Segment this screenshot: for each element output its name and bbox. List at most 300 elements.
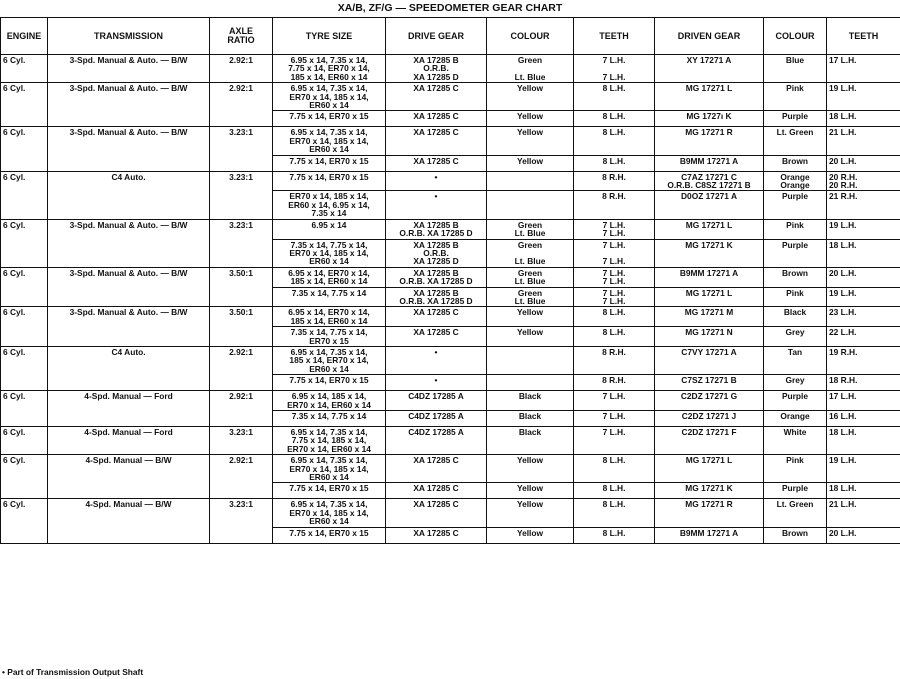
driven-colour-cell-line: Orange bbox=[780, 411, 810, 421]
tyre-size-cell-line: 7.75 x 14, ER70 x 15 bbox=[289, 155, 369, 166]
tyre-size-cell-line: 7.75 x 14, ER70 x 15 bbox=[289, 375, 369, 386]
header-drive-gear: DRIVE GEAR bbox=[386, 18, 487, 55]
transmission-cell: 3-Spd. Manual & Auto. — B/W bbox=[48, 219, 210, 267]
driven-colour-cell bbox=[764, 499, 827, 527]
drive-colour-cell-line: Yellow bbox=[516, 127, 544, 138]
tyre-size-cell-line: ER70 x 14, ER60 x 14 bbox=[287, 399, 371, 410]
tyre-size-cell-line: ER70 x 14, 185 x 14, bbox=[289, 507, 369, 518]
drive-gear-cell-line: O.R.B. bbox=[423, 63, 449, 74]
driven-teeth-cell-line: 20 R.H. bbox=[829, 171, 858, 182]
drive-teeth-cell-line: 7 L.H. bbox=[602, 411, 626, 421]
drive-gear-cell bbox=[386, 55, 487, 83]
drive-teeth-cell bbox=[574, 375, 655, 391]
drive-gear-cell bbox=[386, 411, 487, 427]
drive-gear-cell-line: XA 17285 D bbox=[413, 256, 459, 267]
tyre-size-cell-line: 6.95 x 14, 7.35 x 14, bbox=[290, 499, 368, 510]
drive-teeth-cell bbox=[574, 219, 655, 239]
driven-gear-cell-line: MG 17271 N bbox=[685, 327, 733, 338]
driven-gear-cell-line: MG 17271 K bbox=[685, 483, 733, 494]
tyre-size-cell-line: ER60 x 14 bbox=[309, 472, 349, 483]
driven-colour-cell bbox=[764, 307, 827, 327]
driven-colour-cell bbox=[764, 219, 827, 239]
driven-teeth-cell bbox=[827, 346, 900, 374]
driven-colour-cell-line: Black bbox=[783, 307, 807, 318]
tyre-size-cell bbox=[273, 499, 386, 527]
tyre-size-cell bbox=[273, 483, 386, 499]
transmission-cell: 4-Spd. Manual — Ford bbox=[48, 427, 210, 455]
tyre-size-cell-line: ER60 x 14 bbox=[309, 363, 349, 374]
driven-gear-cell bbox=[655, 155, 764, 171]
drive-gear-cell-line: XA 17285 B bbox=[413, 219, 459, 230]
tyre-size-cell-line: 7.75 x 14, ER70 x 14, bbox=[288, 63, 370, 74]
drive-teeth-cell-line: 8 L.H. bbox=[602, 127, 626, 138]
drive-teeth-cell bbox=[574, 55, 655, 83]
drive-teeth-cell bbox=[574, 83, 655, 111]
driven-colour-cell bbox=[764, 455, 827, 483]
tyre-size-cell-line: 185 x 14, ER70 x 14, bbox=[289, 355, 369, 366]
drive-gear-cell-line: XA 17285 C bbox=[413, 327, 459, 338]
driven-colour-cell bbox=[764, 191, 827, 219]
transmission-cell: 3-Spd. Manual & Auto. — B/W bbox=[48, 55, 210, 83]
drive-colour-cell-line: Green bbox=[517, 287, 543, 298]
drive-teeth-cell-line: 8 R.H. bbox=[602, 191, 626, 202]
driven-teeth-cell bbox=[827, 527, 900, 543]
drive-teeth-cell bbox=[574, 499, 655, 527]
drive-teeth-cell-line: 8 R.H. bbox=[602, 375, 626, 386]
drive-colour-cell-line: Yellow bbox=[516, 327, 544, 338]
drive-colour-cell-line: Yellow bbox=[516, 499, 544, 510]
table-row bbox=[1, 427, 900, 455]
axle-ratio-cell: 2.92:1 bbox=[210, 83, 273, 127]
tyre-size-cell bbox=[273, 219, 386, 239]
tyre-size-cell bbox=[273, 427, 386, 455]
engine-cell: 6 Cyl. bbox=[1, 267, 48, 307]
drive-colour-cell bbox=[487, 527, 574, 543]
driven-colour-cell-line: Purple bbox=[781, 111, 809, 122]
driven-gear-cell bbox=[655, 191, 764, 219]
driven-teeth-cell bbox=[827, 155, 900, 171]
tyre-size-cell bbox=[273, 267, 386, 287]
drive-gear-cell bbox=[386, 307, 487, 327]
drive-gear-cell-line: XA 17285 B bbox=[413, 287, 459, 298]
tyre-size-cell-line: 7.75 x 14, 185 x 14, bbox=[291, 435, 367, 446]
axle-ratio-cell: 3.23:1 bbox=[210, 499, 273, 543]
driven-teeth-cell bbox=[827, 191, 900, 219]
driven-teeth-cell-line: 17 L.H. bbox=[829, 391, 857, 402]
drive-teeth-cell bbox=[574, 287, 655, 307]
drive-gear-cell bbox=[386, 346, 487, 374]
drive-colour-cell bbox=[487, 455, 574, 483]
tyre-size-cell-line: 7.35 x 14, 7.75 x 14 bbox=[291, 287, 367, 298]
drive-gear-cell bbox=[386, 527, 487, 543]
driven-teeth-cell-line: 18 L.H. bbox=[829, 427, 857, 437]
driven-teeth-cell-line: 18 L.H. bbox=[829, 111, 857, 122]
driven-teeth-cell bbox=[827, 411, 900, 427]
drive-teeth-cell-line: 7 L.H. bbox=[602, 219, 626, 230]
driven-teeth-cell-line: 18 L.H. bbox=[829, 483, 857, 494]
tyre-size-cell-line: 6.95 x 14, ER70 x 14, bbox=[288, 307, 370, 318]
gear-chart-body bbox=[1, 55, 900, 544]
transmission-cell: 4-Spd. Manual — B/W bbox=[48, 499, 210, 543]
driven-gear-cell bbox=[655, 287, 764, 307]
table-row bbox=[1, 307, 900, 327]
tyre-size-cell bbox=[273, 527, 386, 543]
driven-teeth-cell bbox=[827, 483, 900, 499]
drive-colour-cell-line bbox=[489, 192, 571, 200]
drive-colour-cell bbox=[487, 411, 574, 427]
driven-colour-cell bbox=[764, 346, 827, 374]
driven-gear-cell-line: B9MM 17271 A bbox=[679, 155, 739, 166]
drive-gear-cell-line: XA 17285 C bbox=[413, 527, 459, 538]
driven-colour-cell bbox=[764, 171, 827, 191]
drive-teeth-cell-line: 7 L.H. bbox=[602, 71, 626, 82]
driven-colour-cell-line: Pink bbox=[786, 219, 804, 230]
drive-colour-cell-line: Green bbox=[517, 239, 543, 250]
drive-colour-cell-line: Yellow bbox=[516, 527, 544, 538]
driven-teeth-cell bbox=[827, 55, 900, 83]
driven-gear-cell bbox=[655, 455, 764, 483]
driven-gear-cell bbox=[655, 239, 764, 267]
engine-cell: 6 Cyl. bbox=[1, 455, 48, 499]
drive-colour-cell-line: Yellow bbox=[516, 83, 544, 94]
header-colour-drive: COLOUR bbox=[487, 18, 574, 55]
driven-gear-cell-line: C7SZ 17271 B bbox=[681, 375, 737, 386]
driven-teeth-cell bbox=[827, 111, 900, 127]
driven-colour-cell-line: Orange bbox=[780, 180, 810, 191]
engine-cell: 6 Cyl. bbox=[1, 83, 48, 127]
driven-teeth-cell-line: 19 R.H. bbox=[829, 346, 858, 357]
drive-teeth-cell-line: 8 L.H. bbox=[602, 455, 626, 466]
engine-cell: 6 Cyl. bbox=[1, 307, 48, 347]
drive-teeth-cell-line: 8 L.H. bbox=[602, 83, 626, 94]
tyre-size-cell bbox=[273, 239, 386, 267]
tyre-size-cell-line: 7.75 x 14, ER70 x 15 bbox=[289, 527, 369, 538]
drive-gear-cell-line: XA 17285 C bbox=[413, 155, 459, 166]
drive-colour-cell bbox=[487, 191, 574, 219]
driven-gear-cell-line: B9MM 17271 A bbox=[679, 267, 739, 278]
driven-gear-cell bbox=[655, 346, 764, 374]
drive-teeth-cell bbox=[574, 391, 655, 411]
driven-colour-cell bbox=[764, 483, 827, 499]
table-row bbox=[1, 267, 900, 287]
driven-teeth-cell-line: 22 L.H. bbox=[829, 327, 857, 338]
drive-gear-cell-line: XA 17285 C bbox=[413, 127, 459, 138]
drive-gear-cell-line: XA 17285 C bbox=[413, 307, 459, 318]
driven-gear-cell bbox=[655, 219, 764, 239]
driven-teeth-cell-line: 23 L.H. bbox=[829, 307, 857, 318]
driven-gear-cell-line: C2DZ 17271 J bbox=[681, 411, 737, 421]
drive-gear-cell-line: XA 17285 B bbox=[413, 267, 459, 278]
drive-gear-cell bbox=[386, 391, 487, 411]
drive-colour-cell bbox=[487, 483, 574, 499]
axle-ratio-cell: 3.23:1 bbox=[210, 219, 273, 267]
tyre-size-cell bbox=[273, 83, 386, 111]
header-teeth-driven: TEETH bbox=[827, 18, 900, 55]
header-tyre-size: TYRE SIZE bbox=[273, 18, 386, 55]
driven-gear-cell bbox=[655, 483, 764, 499]
tyre-size-cell bbox=[273, 55, 386, 83]
drive-gear-cell-line: XA 17285 C bbox=[413, 499, 459, 510]
drive-colour-cell-line: Black bbox=[518, 411, 542, 421]
driven-colour-cell bbox=[764, 127, 827, 155]
driven-gear-cell-line: B9MM 17271 A bbox=[679, 527, 739, 538]
drive-gear-cell bbox=[386, 171, 487, 191]
driven-teeth-cell-line: 19 L.H. bbox=[829, 287, 857, 298]
driven-teeth-cell-line: 21 R.H. bbox=[829, 191, 858, 202]
drive-colour-cell-line: Yellow bbox=[516, 111, 544, 122]
driven-teeth-cell-line: 18 R.H. bbox=[829, 375, 858, 386]
tyre-size-cell-line: 7.75 x 14, ER70 x 15 bbox=[289, 111, 369, 122]
drive-colour-cell-line bbox=[489, 173, 571, 181]
transmission-cell: 3-Spd. Manual & Auto. — B/W bbox=[48, 127, 210, 171]
axle-ratio-cell: 2.92:1 bbox=[210, 455, 273, 499]
header-axle-ratio-line2: RATIO bbox=[227, 35, 255, 45]
drive-teeth-cell-line: 8 L.H. bbox=[602, 499, 626, 510]
driven-colour-cell-line: White bbox=[783, 427, 807, 437]
driven-gear-cell-line: MG 17271 L bbox=[685, 287, 733, 298]
drive-colour-cell bbox=[487, 127, 574, 155]
driven-gear-cell-line: MG 17271 K bbox=[685, 239, 733, 250]
drive-gear-cell-line: XA 17285 C bbox=[413, 455, 459, 466]
footnote: • Part of Transmission Output Shaft bbox=[2, 667, 144, 677]
drive-gear-cell-line: XA 17285 D bbox=[413, 71, 459, 82]
drive-teeth-cell-line: 8 L.H. bbox=[602, 155, 626, 166]
driven-teeth-cell-line: 21 L.H. bbox=[829, 127, 857, 138]
drive-colour-cell-line: Lt. Blue bbox=[514, 228, 546, 239]
tyre-size-cell-line: 7.35 x 14, 7.75 x 14 bbox=[291, 411, 367, 421]
tyre-size-cell-line: ER60 x 14, 6.95 x 14, bbox=[288, 199, 370, 210]
drive-teeth-cell bbox=[574, 155, 655, 171]
driven-teeth-cell-line: 18 L.H. bbox=[829, 239, 857, 250]
tyre-size-cell-line: ER60 x 14 bbox=[309, 516, 349, 527]
drive-colour-cell bbox=[487, 287, 574, 307]
tyre-size-cell bbox=[273, 287, 386, 307]
tyre-size-cell bbox=[273, 111, 386, 127]
tyre-size-cell bbox=[273, 155, 386, 171]
driven-teeth-cell bbox=[827, 127, 900, 155]
driven-teeth-cell-line: 20 L.H. bbox=[829, 155, 857, 166]
driven-gear-cell-line: MG 17271 L bbox=[685, 219, 733, 230]
drive-colour-cell-line: Lt. Blue bbox=[514, 295, 546, 306]
tyre-size-cell bbox=[273, 375, 386, 391]
driven-gear-cell bbox=[655, 83, 764, 111]
drive-gear-cell bbox=[386, 219, 487, 239]
driven-colour-cell-line: Brown bbox=[781, 155, 809, 166]
tyre-size-cell-line: 7.35 x 14, 7.75 x 14, bbox=[290, 239, 368, 250]
driven-gear-cell-line: MG 17271 L bbox=[685, 83, 733, 94]
driven-colour-cell bbox=[764, 267, 827, 287]
drive-colour-cell-line: Black bbox=[518, 391, 542, 402]
tyre-size-cell-line: ER70 x 14, 185 x 14, bbox=[289, 463, 369, 474]
header-transmission: TRANSMISSION bbox=[48, 18, 210, 55]
drive-colour-cell bbox=[487, 267, 574, 287]
driven-gear-cell-line: MG 17271 R bbox=[685, 127, 733, 138]
driven-teeth-cell-line: 20 R.H. bbox=[829, 180, 858, 191]
transmission-cell: C4 Auto. bbox=[48, 346, 210, 390]
tyre-size-cell-line: 7.35 x 14 bbox=[311, 208, 347, 219]
drive-colour-cell-line: Green bbox=[517, 55, 543, 65]
engine-cell: 6 Cyl. bbox=[1, 427, 48, 455]
tyre-size-cell-line: 7.75 x 14, ER70 x 15 bbox=[289, 171, 369, 182]
driven-teeth-cell bbox=[827, 307, 900, 327]
driven-teeth-cell-line: 19 L.H. bbox=[829, 83, 857, 94]
axle-ratio-cell: 2.92:1 bbox=[210, 346, 273, 390]
engine-cell: 6 Cyl. bbox=[1, 171, 48, 219]
tyre-size-cell bbox=[273, 411, 386, 427]
driven-colour-cell-line: Brown bbox=[781, 527, 809, 538]
tyre-size-cell-line: ER70 x 15 bbox=[309, 335, 349, 346]
driven-colour-cell bbox=[764, 83, 827, 111]
drive-gear-cell bbox=[386, 239, 487, 267]
driven-teeth-cell bbox=[827, 427, 900, 455]
drive-teeth-cell-line: 8 L.H. bbox=[602, 307, 626, 318]
driven-colour-cell-line: Purple bbox=[781, 191, 809, 202]
driven-gear-cell bbox=[655, 427, 764, 455]
drive-teeth-cell bbox=[574, 307, 655, 327]
driven-teeth-cell bbox=[827, 267, 900, 287]
table-row bbox=[1, 346, 900, 374]
tyre-size-cell bbox=[273, 455, 386, 483]
driven-gear-cell-line: MG 1727ı K bbox=[686, 111, 732, 122]
drive-gear-cell-line: • bbox=[434, 375, 438, 386]
drive-gear-cell-line: • bbox=[434, 346, 438, 357]
drive-teeth-cell bbox=[574, 239, 655, 267]
driven-gear-cell bbox=[655, 499, 764, 527]
drive-colour-cell bbox=[487, 307, 574, 327]
driven-gear-cell bbox=[655, 171, 764, 191]
table-row bbox=[1, 455, 900, 483]
drive-gear-cell-line: XA 17285 B bbox=[413, 239, 459, 250]
drive-colour-cell bbox=[487, 111, 574, 127]
tyre-size-cell bbox=[273, 127, 386, 155]
driven-gear-cell bbox=[655, 527, 764, 543]
engine-cell: 6 Cyl. bbox=[1, 391, 48, 427]
driven-teeth-cell-line: 19 L.H. bbox=[829, 455, 857, 466]
driven-gear-cell bbox=[655, 391, 764, 411]
driven-teeth-cell bbox=[827, 499, 900, 527]
drive-gear-cell bbox=[386, 155, 487, 171]
drive-colour-cell-line bbox=[489, 376, 571, 384]
tyre-size-cell bbox=[273, 191, 386, 219]
tyre-size-cell-line: ER60 x 14 bbox=[309, 256, 349, 267]
driven-gear-cell-line: C7VY 17271 A bbox=[681, 346, 737, 357]
drive-gear-cell bbox=[386, 455, 487, 483]
tyre-size-cell-line: ER70 x 14, 185 x 14, bbox=[289, 247, 369, 258]
driven-colour-cell bbox=[764, 527, 827, 543]
driven-gear-cell bbox=[655, 411, 764, 427]
driven-gear-cell bbox=[655, 267, 764, 287]
driven-colour-cell-line: Pink bbox=[786, 287, 804, 298]
driven-gear-cell bbox=[655, 111, 764, 127]
transmission-cell: 3-Spd. Manual & Auto. — B/W bbox=[48, 307, 210, 347]
drive-colour-cell bbox=[487, 375, 574, 391]
drive-teeth-cell-line: 8 R.H. bbox=[602, 171, 626, 182]
drive-teeth-cell bbox=[574, 191, 655, 219]
drive-gear-cell-line: C4DZ 17285 A bbox=[408, 411, 464, 421]
driven-gear-cell-line: C2DZ 17271 G bbox=[680, 391, 738, 402]
driven-colour-cell bbox=[764, 427, 827, 455]
header-driven-gear: DRIVEN GEAR bbox=[655, 18, 764, 55]
tyre-size-cell-line: 6.95 x 14, ER70 x 14, bbox=[288, 267, 370, 278]
driven-teeth-cell-line: 16 L.H. bbox=[829, 411, 857, 421]
driven-gear-cell bbox=[655, 127, 764, 155]
driven-colour-cell bbox=[764, 55, 827, 83]
driven-colour-cell-line: Grey bbox=[785, 327, 805, 338]
drive-teeth-cell bbox=[574, 267, 655, 287]
driven-gear-cell bbox=[655, 375, 764, 391]
tyre-size-cell bbox=[273, 391, 386, 411]
drive-teeth-cell bbox=[574, 327, 655, 347]
tyre-size-cell bbox=[273, 307, 386, 327]
drive-gear-cell bbox=[386, 287, 487, 307]
driven-gear-cell bbox=[655, 55, 764, 83]
driven-colour-cell bbox=[764, 375, 827, 391]
driven-colour-cell-line: Blue bbox=[785, 55, 805, 65]
drive-gear-cell-line: XA 17285 C bbox=[413, 483, 459, 494]
drive-colour-cell-line: Yellow bbox=[516, 307, 544, 318]
drive-teeth-cell bbox=[574, 127, 655, 155]
header-axle-ratio bbox=[210, 18, 273, 55]
tyre-size-cell-line: ER70 x 14, 185 x 14, bbox=[289, 91, 369, 102]
drive-colour-cell bbox=[487, 327, 574, 347]
drive-teeth-cell-line: 7 L.H. bbox=[602, 55, 626, 65]
tyre-size-cell-line: 6.95 x 14 bbox=[311, 219, 347, 230]
drive-teeth-cell-line: 7 L.H. bbox=[602, 427, 626, 437]
table-row bbox=[1, 219, 900, 239]
tyre-size-cell-line: 185 x 14, ER60 x 14 bbox=[290, 71, 368, 82]
header-colour-driven: COLOUR bbox=[764, 18, 827, 55]
drive-teeth-cell-line: 7 L.H. bbox=[602, 256, 626, 267]
drive-gear-cell bbox=[386, 83, 487, 111]
drive-gear-cell bbox=[386, 327, 487, 347]
tyre-size-cell-line: 185 x 14, ER60 x 14 bbox=[290, 276, 368, 287]
drive-gear-cell-line: C4DZ 17285 A bbox=[408, 427, 464, 437]
driven-teeth-cell bbox=[827, 287, 900, 307]
drive-colour-cell bbox=[487, 346, 574, 374]
drive-gear-cell bbox=[386, 111, 487, 127]
drive-teeth-cell-line: 8 L.H. bbox=[602, 327, 626, 338]
driven-teeth-cell-line: 19 L.H. bbox=[829, 219, 857, 230]
axle-ratio-cell: 2.92:1 bbox=[210, 391, 273, 427]
tyre-size-cell bbox=[273, 346, 386, 374]
engine-cell: 6 Cyl. bbox=[1, 55, 48, 83]
drive-teeth-cell-line: 7 L.H. bbox=[602, 228, 626, 239]
drive-teeth-cell-line: 7 L.H. bbox=[602, 276, 626, 287]
header-engine: ENGINE bbox=[1, 18, 48, 55]
driven-teeth-cell-line: 20 L.H. bbox=[829, 267, 857, 278]
driven-colour-cell-line: Purple bbox=[781, 483, 809, 494]
driven-colour-cell bbox=[764, 287, 827, 307]
drive-teeth-cell bbox=[574, 346, 655, 374]
tyre-size-cell-line: 6.95 x 14, 7.35 x 14, bbox=[290, 83, 368, 94]
chart-title: XA/B, ZF/G — SPEEDOMETER GEAR CHART bbox=[337, 2, 563, 14]
driven-teeth-cell bbox=[827, 83, 900, 111]
drive-colour-cell-line bbox=[489, 348, 571, 356]
drive-gear-cell bbox=[386, 427, 487, 455]
driven-colour-cell-line: Tan bbox=[787, 346, 803, 357]
drive-gear-cell-line: XA 17285 C bbox=[413, 111, 459, 122]
drive-gear-cell bbox=[386, 267, 487, 287]
drive-colour-cell bbox=[487, 499, 574, 527]
table-row bbox=[1, 83, 900, 111]
tyre-size-cell bbox=[273, 327, 386, 347]
drive-gear-cell-line: O.R.B. bbox=[423, 247, 449, 258]
tyre-size-cell-line: ER60 x 14 bbox=[309, 144, 349, 155]
engine-cell: 6 Cyl. bbox=[1, 219, 48, 267]
driven-teeth-cell-line: 21 L.H. bbox=[829, 499, 857, 510]
drive-teeth-cell bbox=[574, 111, 655, 127]
transmission-cell: 3-Spd. Manual & Auto. — B/W bbox=[48, 83, 210, 127]
